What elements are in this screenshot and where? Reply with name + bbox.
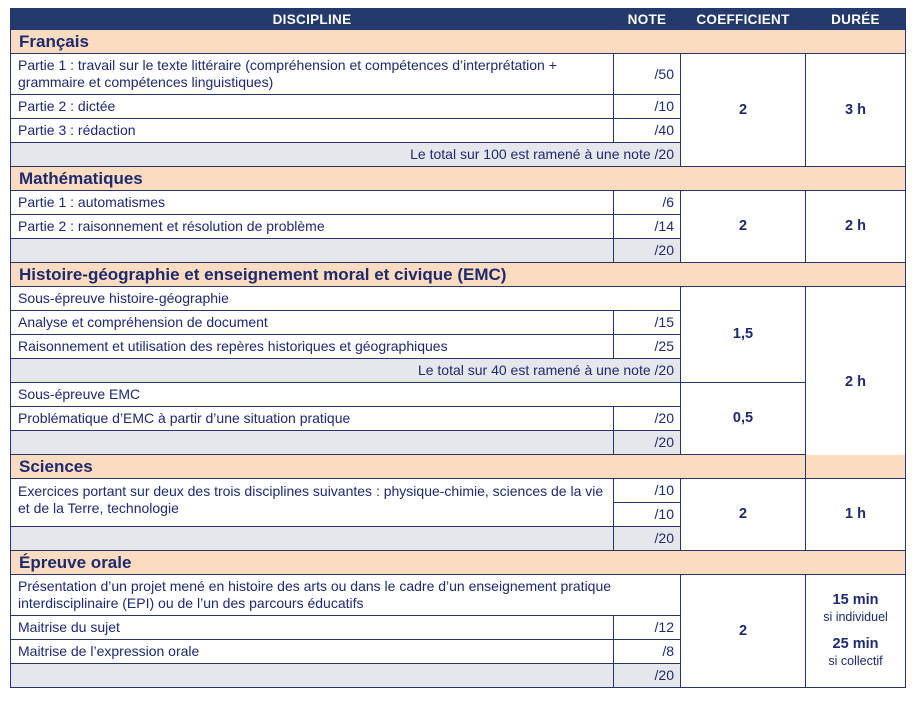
header-note: NOTE <box>614 9 681 30</box>
total-note: /20 <box>614 664 681 688</box>
subsection-title: Sous-épreuve EMC <box>11 383 681 407</box>
row-note: /25 <box>614 335 681 359</box>
header-coefficient: COEFFICIENT <box>681 9 806 30</box>
total-note: /20 <box>614 527 681 551</box>
total-note: /20 <box>614 431 681 455</box>
duree-oral <box>806 575 906 688</box>
duree-individuel-label: si individuel <box>823 610 888 624</box>
section-histoire <box>11 263 906 287</box>
row-note: /8 <box>614 640 681 664</box>
row-note: /40 <box>614 119 681 143</box>
row-label: Partie 1 : automatismes <box>11 191 614 215</box>
section-title: Mathématiques <box>11 167 906 191</box>
table-row <box>11 191 906 215</box>
table-header <box>11 9 906 30</box>
oral-intro: Présentation d’un projet mené en histoire des arts ou dans le cadre d’un enseignement pratique interdisciplinaire (EPI) ou de l’un des parcours éducatifs <box>11 575 681 616</box>
exam-table-container <box>10 8 905 724</box>
row-note: /12 <box>614 616 681 640</box>
row-label: Maitrise de l’expression orale <box>11 640 614 664</box>
duree-maths: 2 h <box>806 191 906 263</box>
coefficient-sciences: 2 <box>681 479 806 551</box>
row-note: /6 <box>614 191 681 215</box>
duree-histoire: 2 h <box>806 287 906 479</box>
row-note: /15 <box>614 311 681 335</box>
total-empty <box>11 431 614 455</box>
row-label: Partie 2 : raisonnement et résolution de problème <box>11 215 614 239</box>
section-francais <box>11 30 906 54</box>
row-label: Problématique d’EMC à partir d’une situation pratique <box>11 407 614 431</box>
section-sciences <box>11 455 906 479</box>
row-note: /50 <box>614 54 681 95</box>
section-title: Épreuve orale <box>11 551 906 575</box>
total-text: Le total sur 100 est ramené à une note /20 <box>11 143 681 167</box>
row-label: Partie 2 : dictée <box>11 95 614 119</box>
row-label: Analyse et compréhension de document <box>11 311 614 335</box>
subsection-title-row <box>11 287 906 311</box>
row-note: /20 <box>614 407 681 431</box>
row-label: Maitrise du sujet <box>11 616 614 640</box>
subsection-title-row <box>11 383 906 407</box>
table-row <box>11 575 906 616</box>
duree-collectif: 25 min <box>832 636 879 652</box>
duree-collectif-label: si collectif <box>828 654 883 668</box>
spacer <box>812 626 899 636</box>
duree-individuel: 15 min <box>832 592 879 608</box>
subsection-title: Sous-épreuve histoire-géographie <box>11 287 681 311</box>
total-empty <box>11 239 614 263</box>
section-title: Sciences <box>11 455 906 479</box>
section-title: Français <box>11 30 906 54</box>
exam-table <box>10 8 906 688</box>
total-text: Le total sur 40 est ramené à une note /20 <box>11 359 681 383</box>
row-note: /10 <box>614 95 681 119</box>
row-label: Exercices portant sur deux des trois disciplines suivantes : physique-chimie, sciences de la vie et de la Terre, technologie <box>11 479 614 527</box>
row-note: /14 <box>614 215 681 239</box>
row-label: Partie 3 : rédaction <box>11 119 614 143</box>
total-empty <box>11 527 614 551</box>
duree-sciences: 1 h <box>806 479 906 551</box>
row-note: /10 <box>614 479 681 503</box>
header-duree: DURÉE <box>806 9 906 30</box>
section-maths <box>11 167 906 191</box>
row-note: /10 <box>614 503 681 527</box>
coefficient-hg: 1,5 <box>681 287 806 383</box>
row-label: Raisonnement et utilisation des repères historiques et géographiques <box>11 335 614 359</box>
coefficient-maths: 2 <box>681 191 806 263</box>
coefficient-oral: 2 <box>681 575 806 688</box>
section-title: Histoire-géographie et enseignement moral et civique (EMC) <box>11 263 906 287</box>
coefficient-francais: 2 <box>681 54 806 167</box>
total-note: /20 <box>614 239 681 263</box>
duree-francais: 3 h <box>806 54 906 167</box>
row-label: Partie 1 : travail sur le texte littéraire (compréhension et compétences d’interprétation + grammaire et compétences linguistiques) <box>11 54 614 95</box>
total-empty <box>11 664 614 688</box>
table-row <box>11 54 906 95</box>
section-oral <box>11 551 906 575</box>
table-row <box>11 479 906 503</box>
coefficient-emc: 0,5 <box>681 383 806 455</box>
header-discipline: DISCIPLINE <box>11 9 614 30</box>
